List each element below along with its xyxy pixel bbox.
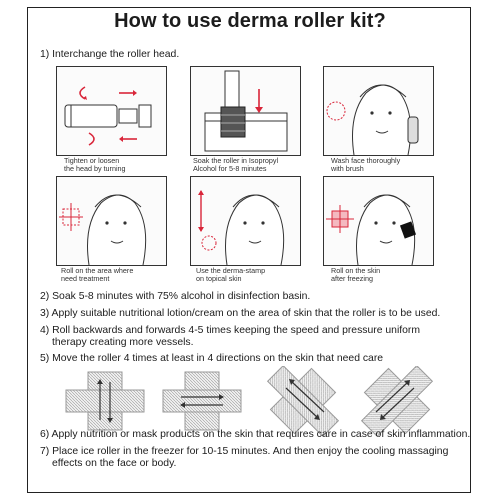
step-4 [40,325,420,349]
panel-5-caption [196,267,316,283]
step-7-text: 7) Place ice roller in the freezer for 10-15 minutes. And then enjoy the cooling massaging [40,446,449,457]
step-5 [40,353,383,365]
roller-head-illustration [57,67,168,157]
caption-line: with brush [331,164,364,174]
step-1-text: 1) Interchange the roller head. [40,49,180,60]
step-1 [40,49,179,61]
caption-line: Roll on the area where [61,266,134,275]
step-5-text: 5) Move the roller 4 times at least in 4 directions on the skin that need care [40,353,384,364]
caption-line: Wash face thoroughly [331,156,401,165]
caption-line: Tighten or loosen [64,156,120,165]
caption-line: Roll on the skin [331,266,381,275]
step-7 [40,446,448,470]
direction-diagram-diagonal-left [258,366,348,436]
step-4-continued: therapy creating more vessels. [52,337,194,349]
page-title: How to use derma roller kit? [114,10,386,32]
panel-3-caption [331,157,451,173]
caption-line: Soak the roller in Isopropyl [193,156,279,165]
step-3-text: 3) Apply suitable nutritional lotion/cream on the area of skin that the roller is to be used. [40,308,441,319]
panel-change-head [56,66,167,156]
step-4-text: 4) Roll backwards and forwards 4-5 times keeping the speed and pressure uniform [40,325,421,336]
derma-stamp-illustration [191,177,302,267]
step-3 [40,308,440,320]
direction-diagram-diagonal-right [352,366,442,436]
caption-line: Use the derma-stamp [196,266,266,275]
roll-area-illustration [57,177,168,267]
step-2-text: 2) Soak 5-8 minutes with 75% alcohol in disinfection basin. [40,291,311,302]
caption-line: need treatment [61,274,110,284]
step-6-text: 6) Apply nutrition or mask products on the skin that requires care in case of skin inflammation. [40,429,471,440]
wash-face-illustration [324,67,435,157]
step-2 [40,291,310,303]
panel-roll-area [56,176,167,266]
caption-line: on topical skin [196,274,242,284]
caption-line: the head by turning [64,164,126,174]
soak-roller-illustration [191,67,302,157]
panel-after-freezing [323,176,434,266]
step-7-continued: effects on the face or body. [52,458,177,470]
step-6 [40,429,470,441]
direction-diagram-vertical [60,368,150,434]
panel-soak-roller [190,66,301,156]
panel-4-caption [61,267,181,283]
panel-wash-face [323,66,434,156]
direction-diagram-horizontal [157,368,247,434]
panel-2-caption [193,157,313,173]
caption-line: after freezing [331,274,373,284]
panel-derma-stamp [190,176,301,266]
panel-1-caption [64,157,184,173]
after-freezing-illustration [324,177,435,267]
caption-line: Alcohol for 5-8 minutes [193,164,267,174]
panel-6-caption [331,267,451,283]
